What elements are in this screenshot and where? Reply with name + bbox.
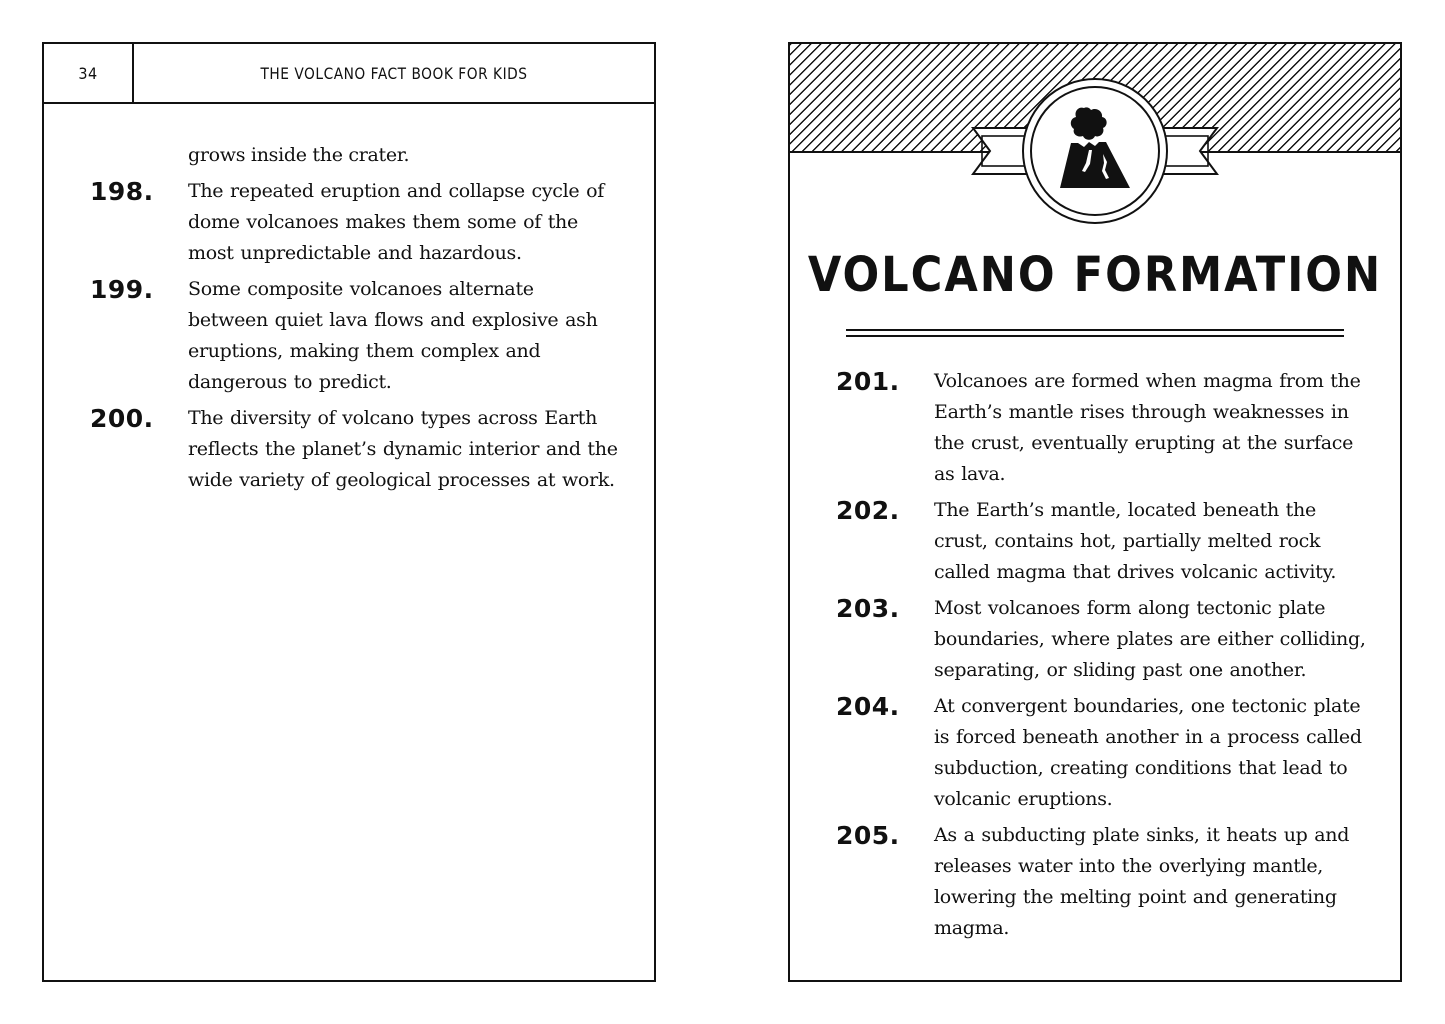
fact-item [836, 820, 1376, 944]
chapter-emblem [968, 76, 1222, 226]
fact-text: Some composite volcanoes alternate between quiet lava flows and explosive ash eruptions, making them complex and dangerous to predict. [188, 278, 598, 393]
fact-text: The diversity of volcano types across Earth reflects the planet’s dynamic interior and the wide variety of geological processes at work. [188, 407, 618, 491]
book-title: THE VOLCANO FACT BOOK FOR KIDS [260, 63, 528, 83]
fact-number: 198. [90, 177, 154, 206]
fact-item [836, 593, 1376, 686]
page-number: 34 [44, 44, 134, 102]
fact-item [90, 403, 620, 496]
fact-text: Most volcanoes form along tectonic plate boundaries, where plates are either colliding, separating, or sliding past one another. [934, 597, 1366, 681]
fact-number: 199. [90, 275, 154, 304]
fact-text: As a subducting plate sinks, it heats up and releases water into the overlying mantle, lowering the melting point and generating magma. [934, 824, 1350, 939]
right-page [788, 42, 1402, 982]
fact-item [836, 495, 1376, 588]
fact-list [836, 366, 1376, 949]
fact-number: 202. [836, 496, 900, 525]
section-title: VOLCANO FORMATION [807, 247, 1383, 303]
fact-list [90, 140, 620, 501]
title-divider [846, 329, 1344, 337]
fact-number: 201. [836, 367, 900, 396]
fact-text: At convergent boundaries, one tectonic plate is forced beneath another in a process called subduction, creating conditions that lead to volcanic eruptions. [934, 695, 1362, 810]
fact-number: 205. [836, 821, 900, 850]
fact-item [90, 274, 620, 398]
fact-text: Volcanoes are formed when magma from the Earth’s mantle rises through weaknesses in the crust, eventually erupting at the surface as lava. [934, 370, 1361, 485]
fact-item [836, 691, 1376, 815]
left-page [42, 42, 656, 982]
continuation-text: grows inside the crater. [188, 144, 410, 166]
page-header [44, 44, 654, 104]
fact-number: 203. [836, 594, 900, 623]
fact-text: The repeated eruption and collapse cycle of dome volcanoes makes them some of the most unpredictable and hazardous. [188, 180, 604, 264]
fact-text: The Earth’s mantle, located beneath the crust, contains hot, partially melted rock called magma that drives volcanic activity. [934, 499, 1337, 583]
fact-number: 204. [836, 692, 900, 721]
fact-item [90, 176, 620, 269]
fact-item [836, 366, 1376, 490]
fact-number: 200. [90, 404, 154, 433]
